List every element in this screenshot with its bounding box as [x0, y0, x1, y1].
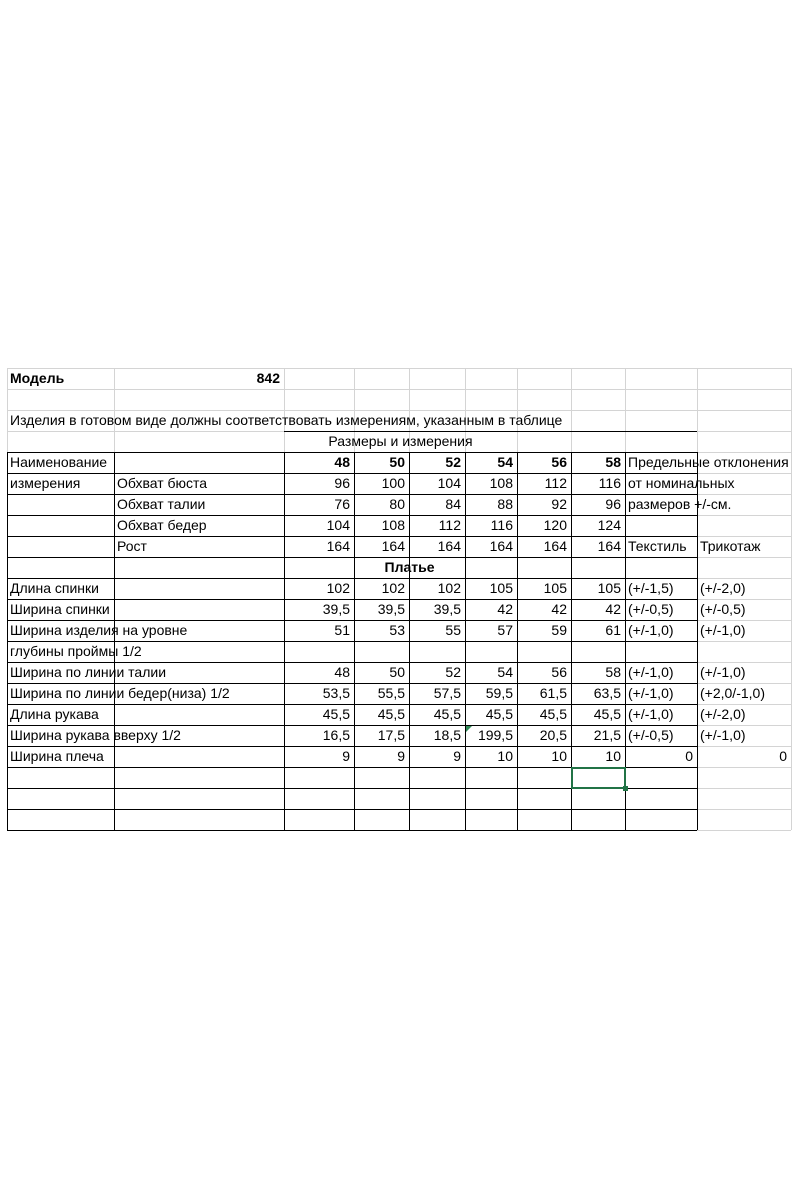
measurement-label: Обхват бюста: [117, 475, 208, 491]
product-measurement-label: Длина спинки: [10, 580, 99, 596]
product-measurement-value: 42: [605, 601, 621, 617]
fill-handle[interactable]: [623, 786, 628, 791]
product-measurement-label: Ширина рукава вверху 1/2: [10, 727, 181, 743]
product-measurement-value: 42: [551, 601, 567, 617]
section-header: Размеры и измерения: [328, 433, 473, 449]
table-note: Изделия в готовом виде должны соответствовать измерениям, указанным в таблице: [10, 412, 563, 428]
product-measurement-value: 21,5: [593, 727, 621, 743]
product-measurement-value: 39,5: [377, 601, 405, 617]
measurement-value: 96: [605, 496, 621, 512]
product-measurement-value: 45,5: [377, 706, 405, 722]
product-measurement-value: 45,5: [485, 706, 513, 722]
measurement-value: 108: [489, 475, 513, 491]
product-measurement-value: 105: [543, 580, 567, 596]
product-measurement-value: 55: [445, 622, 461, 638]
size-header: 48: [334, 454, 350, 470]
product-measurement-value: 45,5: [593, 706, 621, 722]
model-number: 842: [256, 370, 280, 386]
knit-tolerance: (+/-1,0): [700, 622, 746, 638]
product-measurement-value: 56: [551, 664, 567, 680]
measurement-value: 104: [437, 475, 461, 491]
product-measurement-value: 63,5: [593, 685, 621, 701]
product-measurement-value: 54: [497, 664, 513, 680]
product-measurement-value: 105: [489, 580, 513, 596]
measurement-value: 120: [543, 517, 567, 533]
size-header: 56: [551, 454, 567, 470]
product-measurement-value: 18,5: [433, 727, 461, 743]
knit-tolerance: (+/-1,0): [700, 664, 746, 680]
header-deviation-2: от номинальных: [628, 475, 735, 491]
product-measurement-value: 58: [605, 664, 621, 680]
product-measurement-value: 53,5: [322, 685, 350, 701]
product-measurement-value: 199,5: [477, 727, 513, 743]
product-measurement-value: 45,5: [322, 706, 350, 722]
measurement-value: 112: [438, 517, 461, 533]
measurement-value: 96: [334, 475, 350, 491]
measurement-value: 116: [490, 517, 513, 533]
measurement-value: 116: [598, 475, 621, 491]
size-header: 58: [605, 454, 621, 470]
product-measurement-value: 9: [397, 748, 405, 764]
product-measurement-value: 39,5: [433, 601, 461, 617]
measurement-value: 164: [543, 538, 567, 554]
size-header: 54: [497, 454, 513, 470]
measurement-value: 164: [437, 538, 461, 554]
product-measurement-value: 17,5: [377, 727, 405, 743]
product-measurement-value: 57,5: [433, 685, 461, 701]
product-measurement-value: 57: [497, 622, 513, 638]
selected-cell[interactable]: [571, 767, 626, 789]
measurement-value: 100: [381, 475, 405, 491]
product-measurement-value: 39,5: [322, 601, 350, 617]
comment-indicator: [466, 726, 472, 732]
product-measurement-value: 16,5: [322, 727, 350, 743]
product-measurement-value: 20,5: [539, 727, 567, 743]
measurement-value: 164: [489, 538, 513, 554]
measurement-label: Обхват бедер: [117, 517, 207, 533]
measurement-value: 164: [597, 538, 621, 554]
measurement-value: 104: [326, 517, 350, 533]
product-measurement-value: 55,5: [377, 685, 405, 701]
measurement-label: Обхват талии: [117, 496, 206, 512]
product-measurement-value: 45,5: [433, 706, 461, 722]
header-name-label-2: измерения: [10, 475, 81, 491]
product-measurement-value: 102: [437, 580, 461, 596]
measurement-value: 112: [544, 475, 567, 491]
knit-tolerance: (+/-0,5): [700, 601, 746, 617]
measurement-value: 164: [381, 538, 405, 554]
product-measurement-value: 59: [551, 622, 567, 638]
product-measurement-value: 42: [497, 601, 513, 617]
textile-tolerance: (+/-0,5): [628, 727, 674, 743]
product-measurement-value: 102: [326, 580, 350, 596]
textile-tolerance: (+/-1,5): [628, 580, 674, 596]
product-measurement-value: 52: [445, 664, 461, 680]
product-measurement-label: Ширина плеча: [10, 748, 104, 764]
textile-tolerance: 0: [685, 748, 693, 764]
textile-tolerance: (+/-1,0): [628, 706, 674, 722]
knit-tolerance: (+/-2,0): [700, 580, 746, 596]
header-deviation: Предельные отклонения: [628, 454, 789, 470]
measurement-value: 88: [497, 496, 513, 512]
measurement-value: 80: [389, 496, 405, 512]
product-measurement-value: 61,5: [539, 685, 567, 701]
measurement-value: 76: [334, 496, 350, 512]
size-header: 50: [389, 454, 405, 470]
textile-header: Текстиль: [628, 538, 687, 554]
knit-tolerance: 0: [779, 748, 787, 764]
product-measurement-value: 102: [381, 580, 405, 596]
measurement-value: 124: [597, 517, 621, 533]
measurement-label: Рост: [117, 538, 147, 554]
product-measurement-value: 9: [453, 748, 461, 764]
product-measurement-value: 105: [597, 580, 621, 596]
knit-tolerance: (+/-1,0): [700, 727, 746, 743]
product-measurement-value: 48: [334, 664, 350, 680]
model-label: Модель: [10, 370, 65, 386]
product-measurement-label: Ширина изделия на уровне: [10, 622, 188, 638]
product-measurement-value: 53: [389, 622, 405, 638]
product-measurement-value: 51: [334, 622, 350, 638]
textile-tolerance: (+/-0,5): [628, 601, 674, 617]
header-deviation-3: размеров +/-см.: [628, 496, 732, 512]
dress-header: Платье: [384, 559, 435, 575]
product-measurement-label: Ширина спинки: [10, 601, 110, 617]
product-measurement-value: 50: [389, 664, 405, 680]
product-measurement-label: Длина рукава: [10, 706, 99, 722]
product-measurement-label: Ширина по линии талии: [10, 664, 167, 680]
product-measurement-label: Ширина по линии бедер(низа) 1/2: [10, 685, 230, 701]
header-name-label: Наименование: [10, 454, 108, 470]
measurement-value: 164: [326, 538, 350, 554]
knit-tolerance: (+2,0/-1,0): [700, 685, 765, 701]
knit-header: Трикотаж: [700, 538, 761, 554]
product-measurement-value: 10: [551, 748, 567, 764]
measurement-value: 92: [551, 496, 567, 512]
product-measurement-value: 45,5: [539, 706, 567, 722]
product-measurement-value: 9: [342, 748, 350, 764]
product-measurement-value: 59,5: [485, 685, 513, 701]
product-measurement-label: глубины проймы 1/2: [10, 643, 142, 659]
size-header: 52: [445, 454, 461, 470]
product-measurement-value: 10: [605, 748, 621, 764]
product-measurement-value: 10: [497, 748, 513, 764]
measurement-value: 108: [381, 517, 405, 533]
textile-tolerance: (+/-1,0): [628, 622, 674, 638]
product-measurement-value: 61: [605, 622, 621, 638]
knit-tolerance: (+/-2,0): [700, 706, 746, 722]
measurement-value: 84: [445, 496, 461, 512]
textile-tolerance: (+/-1,0): [628, 685, 674, 701]
textile-tolerance: (+/-1,0): [628, 664, 674, 680]
